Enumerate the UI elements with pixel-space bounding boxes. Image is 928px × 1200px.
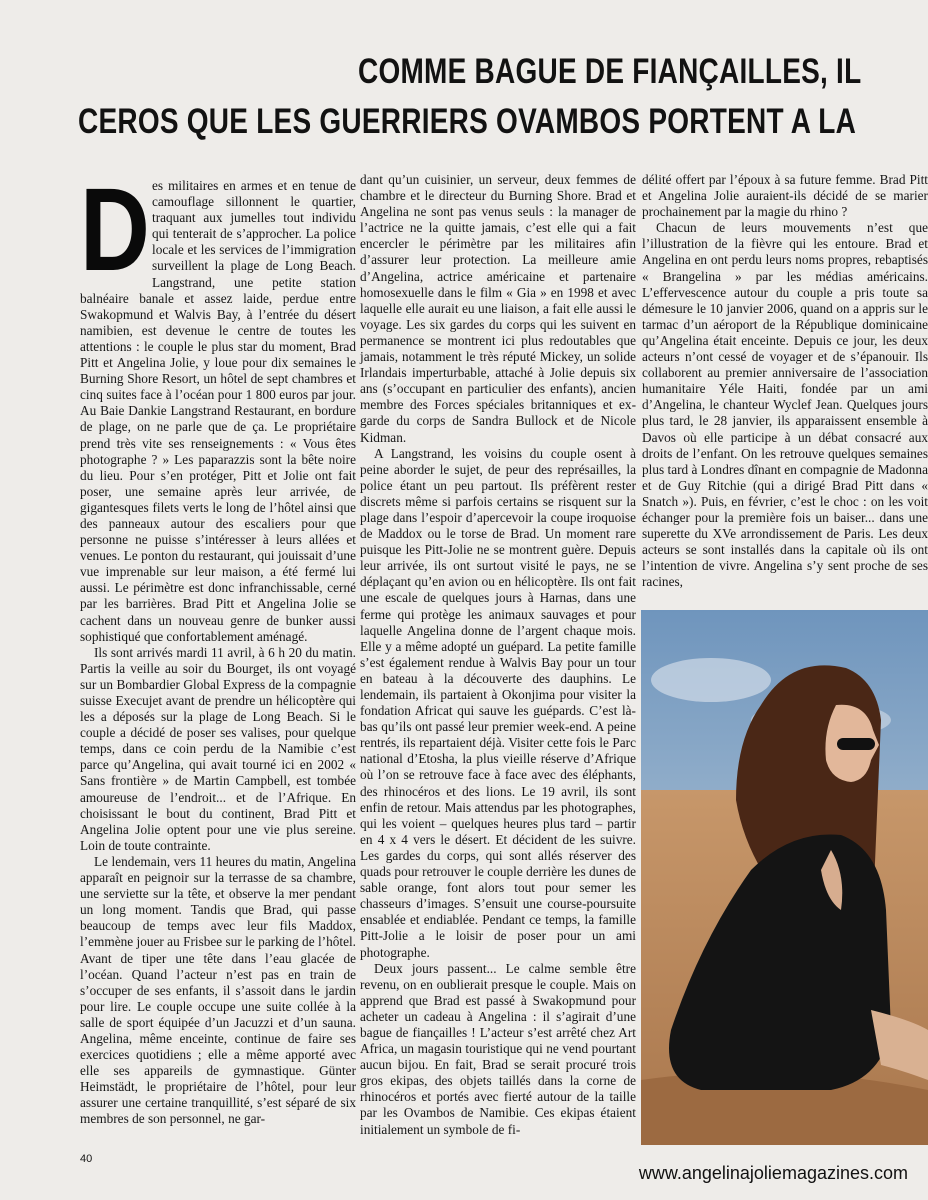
headline-line-2: CEROS QUE LES GUERRIERS OVAMBOS PORTENT A LA <box>78 102 857 141</box>
photo-illustration <box>641 610 928 1145</box>
paragraph: Ils sont arrivés mardi 11 avril, à 6 h 20 du matin. Partis la veille au soir du Bourget, ils ont voyagé sur un Bombardier Global Express de la compagnie suisse Execujet avant de prendre un hélicoptère qui les a déposés sur la plage de Long Beach. Si le couple a décidé de poser ses valises, pour quelque temps, dans ce coin perdu de la Namibie c’est parce qu’Angelina, qui avait tourné ici en 2002 « Sans frontière » de Martin Campbell, est tombée amoureuse de l’endroit... et de l’Afrique. En choisissant le bout du continent, Brad Pitt et Angelina Jolie optent pour une vie plus sereine. Loin de toute contrainte. <box>80 644 356 853</box>
article-column-2 <box>360 172 636 1138</box>
article-column-1 <box>80 164 356 1128</box>
paragraph: A Langstrand, les voisins du couple osent à peine aborder le sujet, de peur des représailles, la police étant un peu partout. Ils préfèrent rester discrets même si parfois certains se risquent sur la plage dans l’espoir d’apercevoir la coupe iroquoise de Maddox ou le torse de Brad. Un moment rare puisque les Pitt-Jolie ne se montrent guère. Depuis leur arrivée, ils ont surtout visité le pays, ne se déplaçant qu’en avion ou en hélicoptère. Ils ont fait une escale de quelques jours à Harnas, dans une ferme qui protège les animaux sauvages et pour laquelle Angelina donne de l’argent chaque mois. Elle y a même adopté un guépard. La petite famille s’est également rendue à Walvis Bay pour un tour en bateau à la découverte des dauphins. Le lendemain, ils partaient à Okonjima pour visiter la fondation Africat qui sauve les guépards. C’est là-bas qu’ils ont passé leur premier week-end. A peine rentrés, ils repartaient déjà. Visiter cette fois le Parc national d’Etosha, la plus vieille réserve d’Afrique où l’on se retrouve face à face avec des éléphants, des rhinocéros et des lions. Le 19 avril, ils sont enfin de retour. Mais attendus par les photographes, qui les voient – quelques heures plus tard – partir en 4 x 4 vers le désert. Et décident de les suivre. Les gardes du corps, qui sont allés réserver des quads pour retrouver le couple derrière les dunes de sable orange, font alors tout pour semer les chasseurs d’images. S’ensuit une course-poursuite ensablée et endiablée. Pendant ce temps, la famille Pitt-Jolie a le loisir de poser pour un ami photographe. <box>360 445 636 960</box>
paragraph: Chacun de leurs mouvements n’est que l’illustration de la fièvre qui les entoure. Brad et Angelina en ont perdu leurs noms propres, rebaptisés « Brangelina » par les médias américains. L’effervescence autour du couple a pris toute sa démesure le 10 janvier 2006, quand on a appris sur le tarmac d’un aéroport de la République dominicaine qu’Angelina était enceinte. Depuis ce jour, les deux acteurs n’ont cessé de voyager et de s’épanouir. Ils collaborent au premier anniversaire de l’association humanitaire Yéle Haiti, fondée par un ami d’Angelina, le chanteur Wyclef Jean. Quelques jours plus tard, le 28 janvier, ils apparaissent ensemble à Davos où elle participe à un débat consacré aux droits de l’enfant. On les retrouve quelques semaines plus tard à Londres dînant en compagnie de Madonna et de Guy Ritchie (qui a dirigé Brad Pitt dans « Snatch »). Puis, en février, c’est le choc : on les voit échanger pour la première fois un baiser... dans une superette du XVe arrondissement de Paris. Les deux acteurs se sont installés dans la capitale où ils ont l’intention de vivre. Angelina s’y sent proche de ses racines, <box>642 220 928 590</box>
page-number: 40 <box>80 1153 93 1165</box>
photo-angelina-beach <box>641 610 928 1145</box>
paragraph: dant qu’un cuisinier, un serveur, deux femmes de chambre et le directeur du Burning Shore. Brad et Angelina ne sont pas venus seuls : la manager de l’actrice ne la quitte jamais, c’est elle qui a fait encercler le périmètre par les militaires afin d’assurer leur protection. La meilleure amie d’Angelina, actrice américaine et partenaire homosexuelle dans le film « Gia » en 1998 et avec laquelle elle aurait eu une liaison, a fait elle aussi le voyage. Les six gardes du corps qui les suivent en permanence se montrent ici plus redoutables que jamais, notamment le très réputé Mickey, un solide Irlandais imperturbable, attaché à Jolie depuis six ans (s’occupant en particulier des enfants), ancien membre des Forces spéciales britanniques et ex-garde du corps de Sandra Bullock et de Nicole Kidman. <box>360 172 636 445</box>
paragraph: Deux jours passent... Le calme semble être revenu, on en oublierait presque le couple. Mais on apprend que Brad est passé à Swakopmund pour acheter un cadeau à Angelina : il s’agirait d’une bague de fiançailles ! L’acteur s’est arrêté chez Art Africa, un magasin touristique qui ne vend pourtant aucun bijou. En fait, Brad se serait procuré trois gros ekipas, des objets taillés dans la corne de rhinocéros et portés avec fierté autour de la taille par les Ovambos de Namibie. Ces ekipas étaient initialement un symbole de fi- <box>360 960 636 1137</box>
paragraph: Le lendemain, vers 11 heures du matin, Angelina apparaît en peignoir sur la terrasse de sa chambre, une serviette sur la tête, et observe la mer pendant un long moment. Tandis que Brad, qui passe beaucoup de temps avec leur fils Maddox, l’emmène jouer au Frisbee sur le parking de l’hôtel. Avant de tiper une tête dans l’eau glacée de l’océan. Quand l’acteur n’est pas en train de s’occuper de ses enfants, il s’assoit dans le jardin pour lire. Le couple occupe une suite collée à la salle de sport équipée d’un Jacuzzi et d’un sauna. Angelina, même enceinte, continue de faire ses exercices quotidiens ; elle a même apporté avec elle ses appareils de gymnastique. Günter Heimstädt, le propriétaire de l’hôtel, pour leur assurer une certaine tranquillité, s’est séparé de six membres de son personnel, ne gar- <box>80 853 356 1127</box>
headline-line-1: COMME BAGUE DE FIANÇAILLES, IL <box>358 52 862 91</box>
paragraph: es militaires en armes et en tenue de camouflage sillonnent le quartier, traquant aux jumelles tout individu qui tenterait de s’approcher. La police locale et les services de l’immigration surveillent la plage de Long Beach. Langstrand, une petite station balnéaire banale et assez laide, perdue entre Swakopmund et Walvis Bay, à l’entrée du désert namibien, est devenue le centre de toutes les attentions : le couple le plus star du moment, Brad Pitt et Angelina Jolie, y loue pour dix semaines le Burning Shore Resort, un hôtel de sept chambres et cinq suites face à l’océan pour 1 800 euros par jour. Au Baie Dankie Langstrand Restaurant, en bordure de plage, on ne parle que de ça. Le propriétaire prend très vite ses renseignements : « Vous êtes photographe ? » Les paparazzis sont la bête noire du lieu. Pour s’en protéger, Pitt et Jolie ont fait poser, une semaine après leur arrivée, de gigantesques filets verts le long de l’hôtel ainsi que des panneaux autour des escaliers pour que personne ne puisse s’intéresser à leurs allées et venues. Le ponton du restaurant, qui jouissait d’une vue imprenable sur leur maison, a été fermé lui aussi. Le périmètre est donc infranchissable, cerné par les barrières. Brad Pitt et Angelina Jolie se cachent dans un nouveau genre de bunker aussi sophistiqué que confortablement aménagé. <box>80 178 356 644</box>
drop-cap: D <box>80 164 150 296</box>
website-watermark: www.angelinajoliemagazines.com <box>638 1163 908 1183</box>
article-column-3 <box>642 172 928 590</box>
paragraph: délité offert par l’époux à sa future femme. Brad Pitt et Angelina Jolie auraient-ils décidé de se marier prochainement par la magie du rhino ? <box>642 172 928 220</box>
